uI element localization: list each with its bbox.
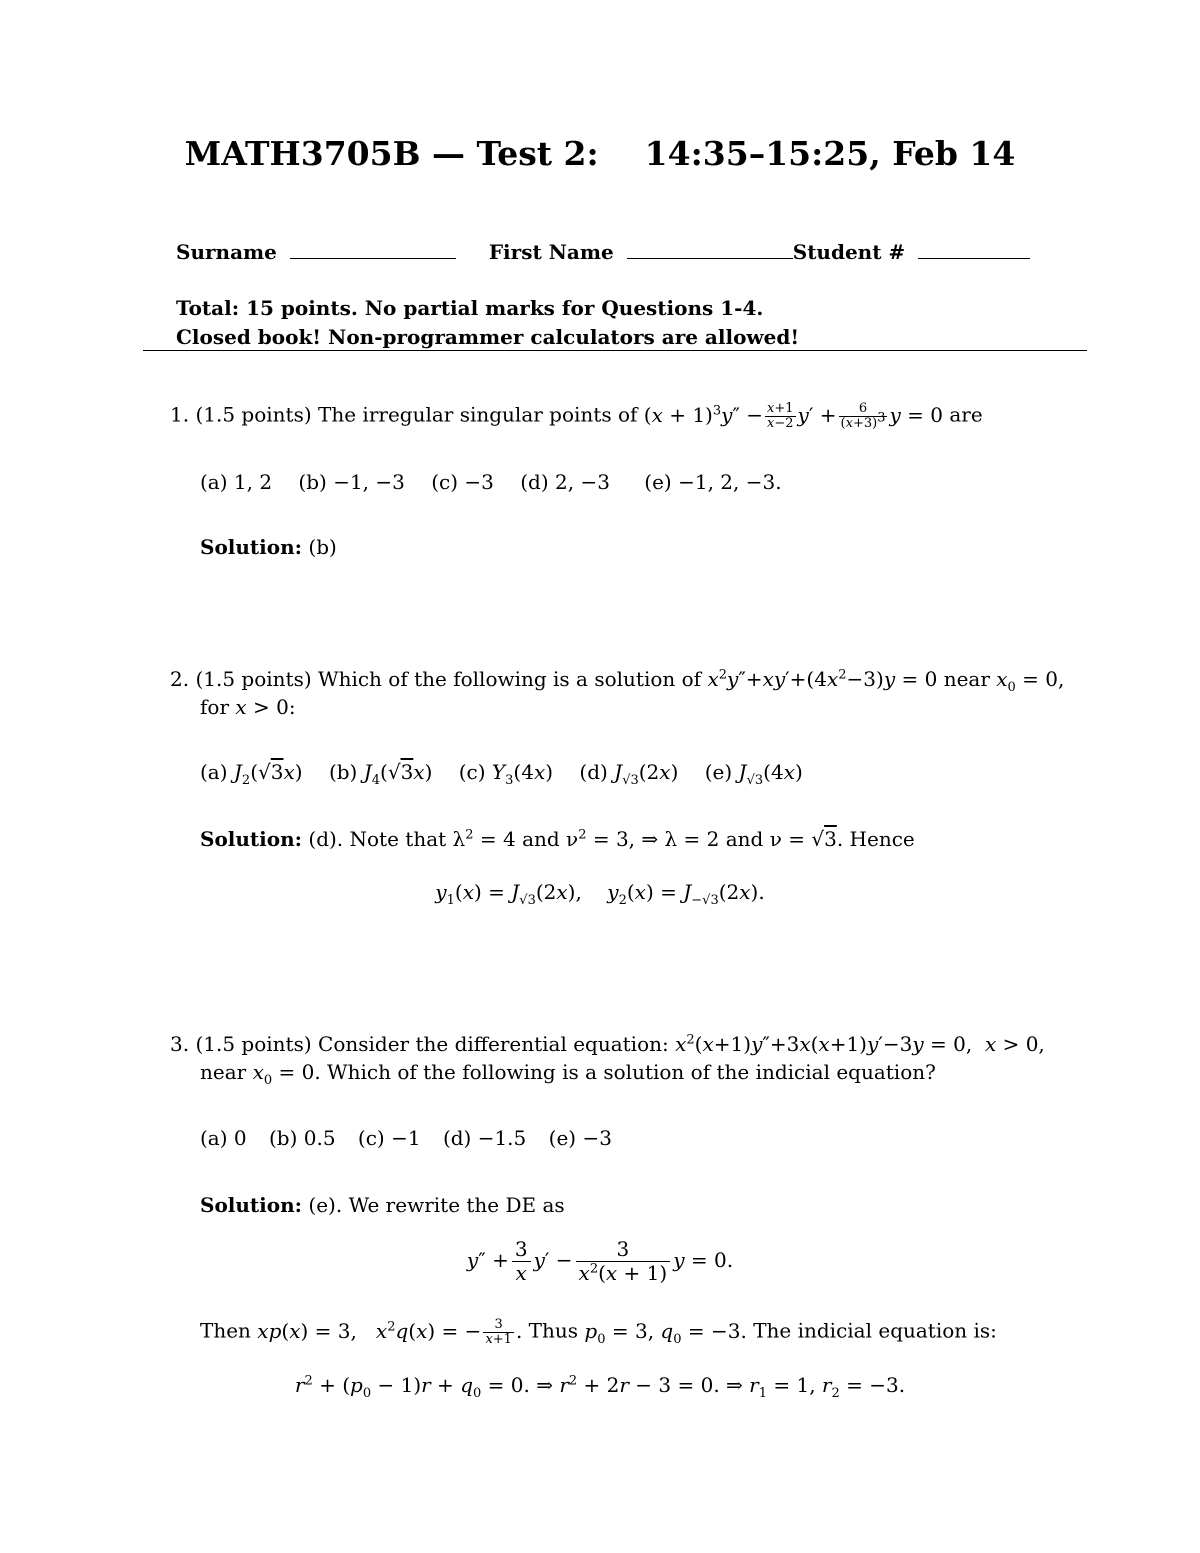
q3-indicial: The indicial equation is: — [753, 1318, 997, 1343]
q3-choice-b[interactable]: (b) 0.5 — [268, 1126, 336, 1150]
question-1 — [170, 402, 983, 430]
q3-solution-label: Solution: — [200, 1193, 303, 1217]
surname-blank[interactable] — [290, 244, 456, 259]
q2-solution-formula: $y_1(x) = J_{√3}(2x)$, $y_2(x) = J_{-√3}(2x)$. — [435, 880, 765, 908]
q3-line-2: near $x_0 = 0$. Which of the following is a solution of the indicial equation? — [200, 1060, 936, 1088]
q3-stem: Consider the differential equation: — [318, 1032, 669, 1056]
q3-near: near — [200, 1060, 247, 1084]
student-number-blank[interactable] — [918, 244, 1030, 259]
q2-stem: Which of the following is a solution of — [318, 667, 702, 691]
q1-choice-c[interactable]: (c) −3 — [431, 470, 494, 494]
q1-equation: $(x + 1)^3y''$ − $\frac{x+1}{x-2}$ y′ + $\frac{6}{(x+3)^3}$ y = 0 — [643, 401, 943, 431]
q2-near: near — [943, 667, 990, 691]
q3-rewritten-equation: y″ + $\frac{3}{x}$ y′ − $\frac{3}{x^2(x + 1)}$ y = 0. — [466, 1237, 734, 1285]
instructions-line-1: Total: 15 points. No partial marks for Questions 1-4. — [176, 296, 764, 320]
title-time: 14:35–15:25, Feb 14 — [644, 134, 1016, 173]
q1-choice-d[interactable]: (d) 2, −3 — [520, 470, 610, 494]
instructions-line-2: Closed book! Non-programmer calculators are allowed! — [176, 325, 800, 349]
q3-choice-d[interactable]: (d) −1.5 — [442, 1126, 527, 1150]
q2-choice-a[interactable]: (a) $J_2(√3x)$ — [200, 760, 303, 788]
q3-then: Then — [200, 1318, 251, 1343]
q2-note: Note that — [349, 827, 447, 851]
q1-solution — [200, 535, 337, 559]
first-name-label: First Name — [488, 240, 614, 264]
header-rule — [143, 350, 1087, 351]
q2-points: (1.5 points) — [195, 667, 312, 691]
q3-solution — [200, 1193, 565, 1217]
q1-choice-a[interactable]: (a) 1, 2 — [200, 470, 273, 494]
q2-solution-answer: (d). — [308, 827, 344, 851]
q2-x0: $x_0 = 0$, — [996, 667, 1065, 695]
q2-choice-c[interactable]: (c) $Y_3(4x)$ — [458, 760, 554, 788]
q2-solution: Solution: (d). Note that $\lambda^2 = 4$ and $\nu^2 = 3$, ⇒ λ = 2 and ν = √3. Hence — [200, 827, 915, 851]
q1-points: (1.5 points) — [195, 402, 312, 427]
q2-hence: Hence — [849, 827, 915, 851]
q3-question: Which of the following is a solution of the indicial equation? — [327, 1060, 936, 1084]
q3-thus: Thus — [528, 1318, 579, 1343]
first-name-blank[interactable] — [627, 244, 793, 259]
q2-choice-d[interactable]: (d) $J_{√3}(2x)$ — [579, 760, 679, 788]
page-title — [0, 134, 1200, 173]
q2-equation: $x^2y''+xy'+(4x^2-3)y = 0$ — [707, 667, 938, 691]
q3-points: (1.5 points) — [195, 1032, 312, 1056]
q3-rewrite: We rewrite the DE as — [348, 1193, 565, 1217]
q2-solution-label: Solution: — [200, 827, 303, 851]
q3-indicial-equation: $r^2 + (p_0 - 1)r + q_0 = 0$. ⇒ $r^2 + 2r - 3 = 0$. ⇒ $r_1 = 1$, $r_2 = -3$. — [294, 1373, 906, 1401]
q1-solution-answer: (b) — [308, 535, 337, 559]
q1-tail: are — [949, 402, 983, 427]
q1-choice-b[interactable]: (b) −1, −3 — [298, 470, 405, 494]
q1-number: 1. — [170, 402, 190, 427]
question-2 — [170, 667, 1065, 695]
q1-choices — [200, 470, 782, 494]
q2-choice-b[interactable]: (b) $J_4(√3x)$ — [328, 760, 433, 788]
q3-equation: $x^2(x+1)y''+3x(x+1)y'-3y = 0$, x > 0, — [675, 1032, 1045, 1056]
student-info-fields — [176, 240, 1030, 264]
title-course: MATH3705B — Test 2: — [184, 134, 599, 173]
q3-choice-a[interactable]: (a) 0 — [200, 1126, 247, 1150]
q2-choices — [200, 760, 803, 788]
q2-line-2: for x > 0: — [200, 695, 296, 719]
student-number-label: Student # — [792, 240, 906, 264]
q1-solution-label: Solution: — [200, 535, 303, 559]
q2-number: 2. — [170, 667, 190, 691]
q1-choice-e[interactable]: (e) −1, 2, −3. — [644, 470, 782, 494]
q1-stem: The irregular singular points of — [318, 402, 638, 427]
q3-choices — [200, 1126, 612, 1150]
q3-then-line: Then xp(x) = 3, $x^2q(x)$ = − $\frac{3}{x+1}$ . Thus $p_0 = 3$, $q_0 = -3$. The indicial equation is: — [200, 1317, 997, 1347]
q3-solution-answer: (e). — [308, 1193, 343, 1217]
q3-choice-e[interactable]: (e) −3 — [548, 1126, 612, 1150]
q3-number: 3. — [170, 1032, 190, 1056]
q2-and-2: and — [725, 827, 764, 851]
q3-choice-c[interactable]: (c) −1 — [357, 1126, 421, 1150]
question-3 — [170, 1032, 1045, 1056]
q2-choice-e[interactable]: (e) $J_{√3}(4x)$ — [704, 760, 803, 788]
q2-and-1: and — [522, 827, 560, 851]
q2-for: for — [200, 695, 230, 719]
surname-label: Surname — [176, 240, 277, 264]
